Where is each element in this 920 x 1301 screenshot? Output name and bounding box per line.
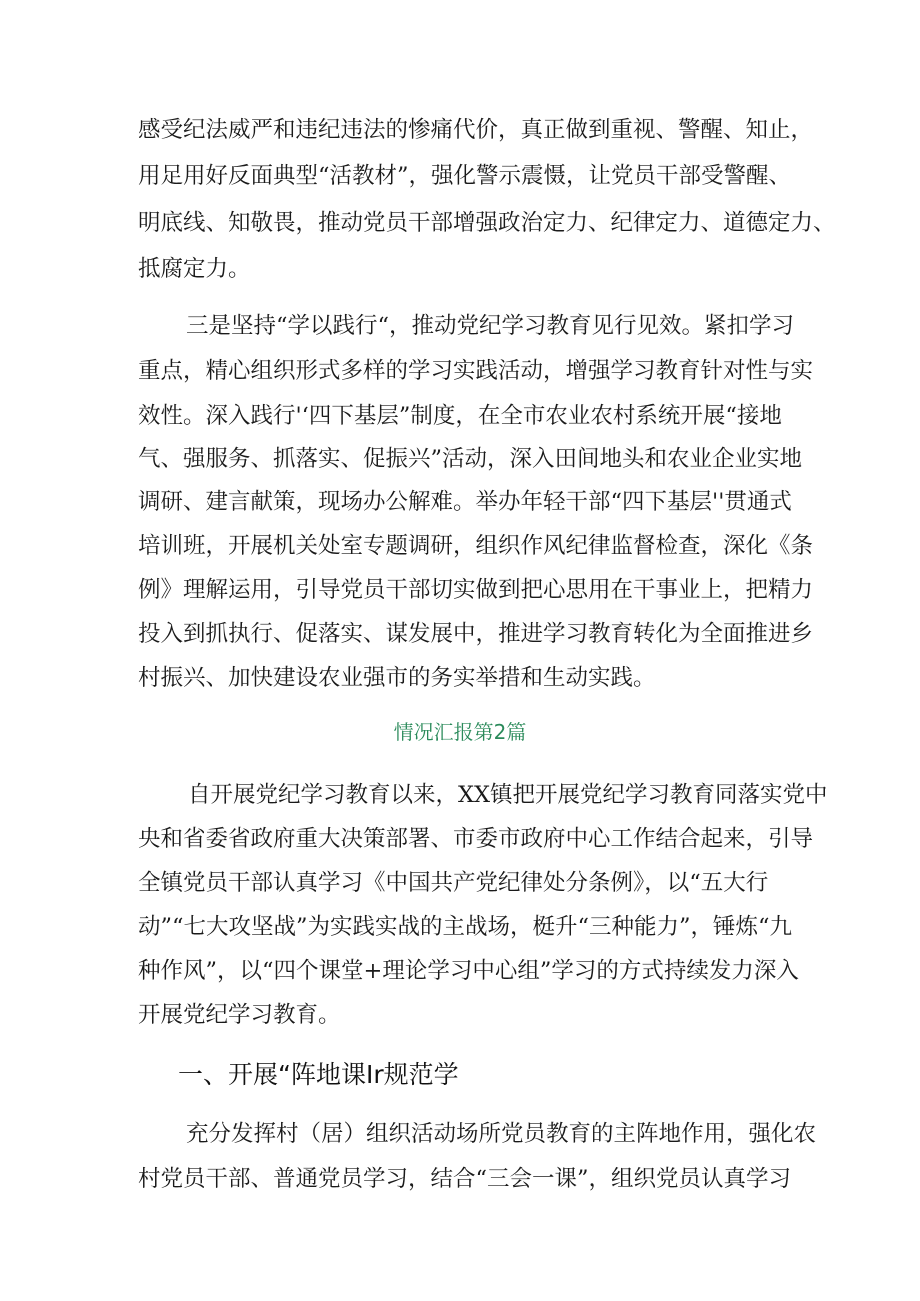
section-title: 情况汇报第2篇 bbox=[393, 720, 527, 744]
paragraph-1-line: 抵腐定力。 bbox=[138, 256, 251, 282]
paragraph-3-line: 种作风”，以“四个课堂+理论学习中心组”学习的方式持续发力深入 bbox=[138, 958, 799, 984]
paragraph-2-line: 村振兴、加快建设农业强市的务实举措和生动实践。 bbox=[138, 665, 656, 691]
paragraph-2-line: 重点，精心组织形式多样的学习实践活动，增强学习教育针对性与实 bbox=[138, 358, 814, 384]
paragraph-3-line: 开展党纪学习教育。 bbox=[138, 1002, 341, 1028]
paragraph-4-line: 村党员干部、普通党员学习，结合“三会一课”，组织党员认真学习 bbox=[138, 1166, 792, 1192]
paragraph-1-line: 感受纪法威严和违纪违法的惨痛代价，真正做到重视、警醒、知止， bbox=[138, 117, 814, 143]
paragraph-1-line: 明底线、知敬畏，推动党员干部增强政治定力、纪律定力、道德定力、 bbox=[138, 210, 836, 236]
paragraph-3-line: 自开展党纪学习教育以来，XX镇把开展党纪学习教育同落实党中 bbox=[188, 782, 828, 808]
paragraph-4-line: 充分发挥村（居）组织活动场所党员教育的主阵地作用，强化农 bbox=[186, 1121, 817, 1147]
paragraph-2-line: 三是坚持“学以践行“，推动党纪学习教育见行见效。紧扣学习 bbox=[186, 313, 795, 339]
paragraph-2-line: 效性。深入践行'‘四下基层”制度，在全市农业农村系统开展“接地 bbox=[138, 403, 782, 429]
paragraph-3-line: 动”“七大攻坚战”为实践实战的主战场，梃升“三种能力”，锤炼“九 bbox=[138, 914, 793, 940]
paragraph-3-line: 全镇党员干部认真学习《中国共产党纪律处分条例》，以“五大行 bbox=[138, 870, 769, 896]
paragraph-2-line: 气、强服务、抓落实、促振兴”活动，深入田间地头和农业企业实地 bbox=[138, 446, 803, 472]
paragraph-2-line: 调研、建言献策，现场办公解难。举办年轻干部“四下基层''贯通式 bbox=[138, 489, 792, 515]
paragraph-3-line: 央和省委省政府重大决策部署、市委市政府中心工作结合起来，引导 bbox=[138, 826, 814, 852]
paragraph-2-line: 培训班，开展机关处室专题调研，组织作风纪律监督检查，深化《条 bbox=[138, 533, 814, 559]
paragraph-2-line: 投入到抓执行、促落实、谋发展中，推进学习教育转化为全面推进乡 bbox=[138, 621, 814, 647]
paragraph-2-line: 例》理解运用，引导党员干部切实做到把心思用在干事业上，把精力 bbox=[138, 577, 814, 603]
paragraph-1-line: 用足用好反面典型“活教材”，强化警示震慑，让党员干部受警醒、 bbox=[138, 163, 792, 189]
subheading: 一、开展“阵地课Ir规范学 bbox=[178, 1060, 459, 1089]
